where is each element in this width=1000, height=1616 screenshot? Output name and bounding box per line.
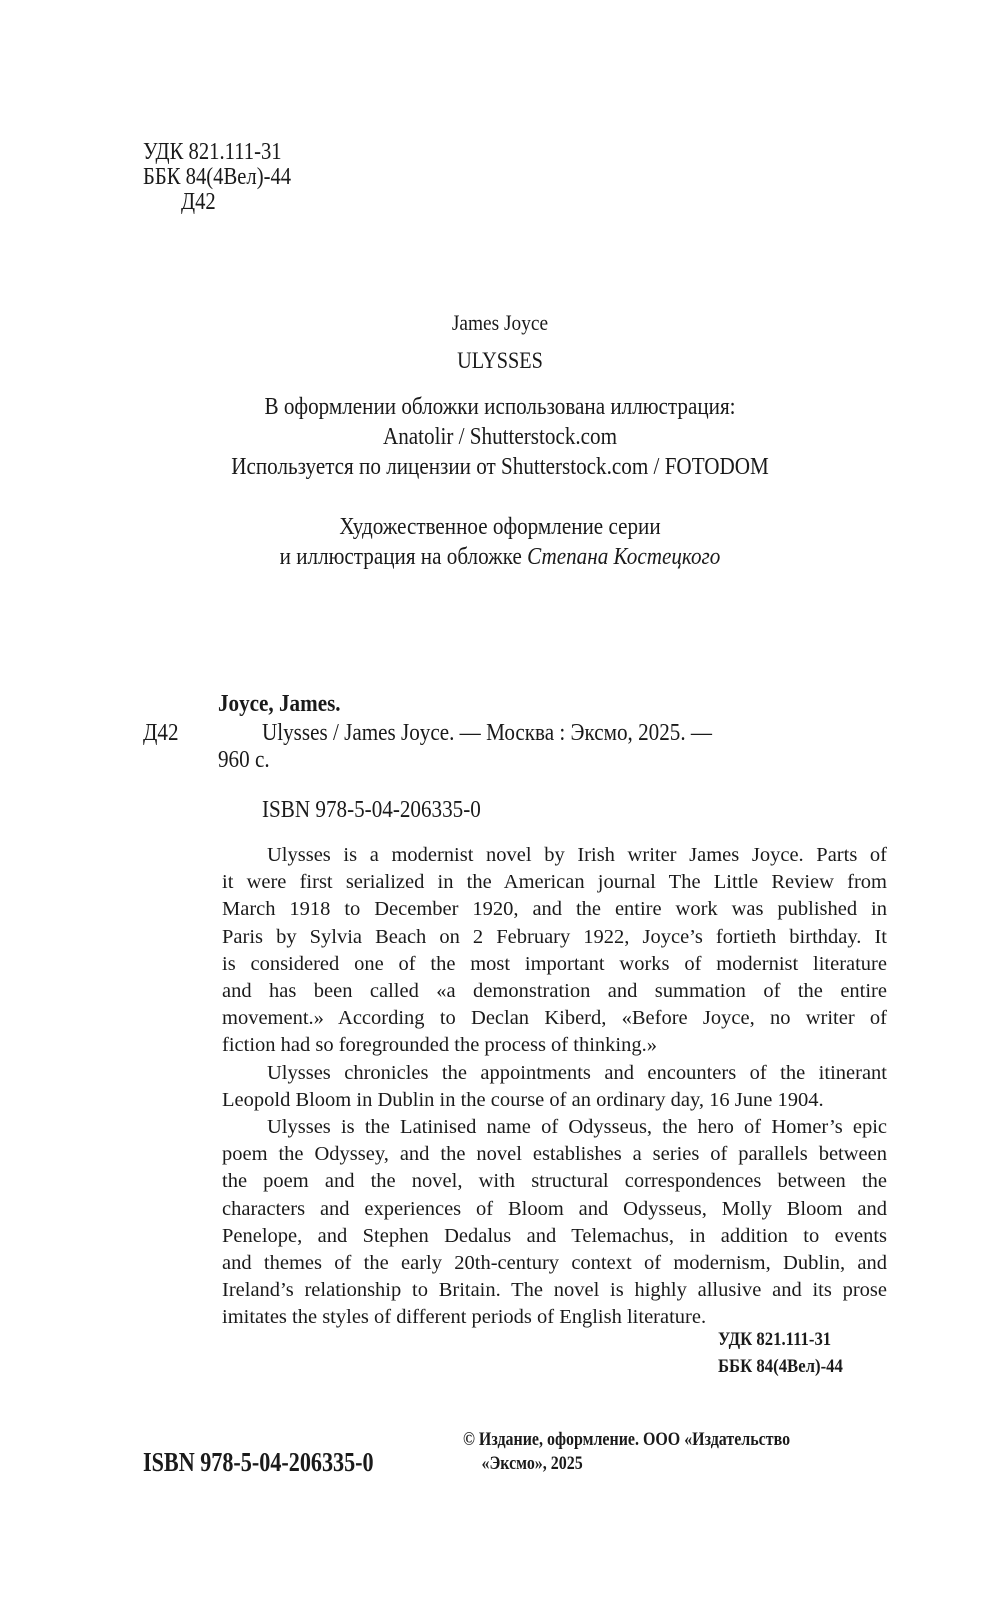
footer-isbn: ISBN 978-5-04-206335-0 xyxy=(143,1447,374,1477)
title-block xyxy=(0,308,1000,338)
annotation-line: characters and experiences of Bloom and Odysseus, Molly Bloom and xyxy=(222,1197,887,1220)
copyright-line-1: © Издание, оформление. ООО «Издательство xyxy=(463,1429,791,1450)
footer-udk-code: УДК 821.111-31 xyxy=(718,1329,832,1350)
annotation-line: Ulysses is the Latinised name of Odysseus, the hero of Homer’s epic xyxy=(267,1116,887,1139)
annotation-line: Ulysses is a modernist novel by Irish writer James Joyce. Parts of xyxy=(267,844,887,866)
design-credit-line-2 xyxy=(60,542,940,572)
bbk-code: ББК 84(4Вел)-44 xyxy=(143,164,292,190)
annotation-line: and has been called «a demonstration and summation of the entire xyxy=(222,980,887,1003)
original-title: ULYSSES xyxy=(457,348,543,373)
original-author: James Joyce xyxy=(451,310,549,335)
catalog-heading: Joyce, James. xyxy=(218,691,341,717)
copyright-line-2: «Эксмо», 2025 xyxy=(481,1453,583,1474)
udk-code: УДК 821.111-31 xyxy=(143,139,282,165)
catalog-description-line-1: Ulysses / James Joyce. — Москва : Эксмо, 2025. — xyxy=(262,720,713,746)
annotation-line: the poem and the novel, with structural correspondences between the xyxy=(222,1170,887,1193)
footer-bbk-code: ББК 84(4Вел)-44 xyxy=(718,1356,843,1377)
annotation-line: March 1918 to December 1920, and the entire work was published in xyxy=(222,898,887,921)
annotation-line: Ulysses chronicles the appointments and encounters of the itinerant xyxy=(267,1061,887,1084)
annotation-line: Penelope, and Stephen Dedalus and Telemachus, in addition to events xyxy=(222,1224,887,1247)
catalog-isbn: ISBN 978-5-04-206335-0 xyxy=(262,797,481,823)
annotation xyxy=(222,842,887,1332)
author-mark: Д42 xyxy=(181,189,216,215)
annotation-line: is considered one of the most important works of modernist literature xyxy=(222,952,887,975)
annotation-line: Paris by Sylvia Beach on 2 February 1922, Joyce’s fortieth birthday. It xyxy=(222,925,887,948)
design-credits xyxy=(0,512,1000,572)
annotation-line: Ireland’s relationship to Britain. The novel is highly allusive and its prose xyxy=(222,1279,887,1302)
annotation-line: poem the Odyssey, and the novel establishes a series of parallels between xyxy=(222,1143,887,1166)
annotation-line: fiction had so foregrounded the process of thinking.» xyxy=(222,1034,657,1057)
annotation-line: imitates the styles of different periods of English literature. xyxy=(222,1306,707,1329)
illustrator-name: Степана Костецкого xyxy=(527,544,721,570)
title-block-title xyxy=(0,346,1000,376)
annotation-line: Leopold Bloom in Dublin in the course of an ordinary day, 16 June 1904. xyxy=(222,1088,824,1111)
cover-credits xyxy=(0,392,1000,482)
cover-credit-line-1: В оформлении обложки использована иллюстрация: xyxy=(264,394,736,420)
catalog-author-mark: Д42 xyxy=(143,720,179,746)
copyright-notice xyxy=(463,1428,790,1476)
annotation-line: and themes of the early 20th-century context of modernism, Dublin, and xyxy=(222,1252,887,1275)
annotation-line: movement.» According to Declan Kiberd, «Before Joyce, no writer of xyxy=(222,1007,887,1030)
catalog-description-line-2: 960 с. xyxy=(218,747,270,773)
cover-credit-line-2: Anatolir / Shutterstock.com xyxy=(382,424,618,450)
annotation-line: it were first serialized in the American journal The Little Review from xyxy=(222,871,887,894)
design-credit-line-1: Художественное оформление серии xyxy=(339,514,661,540)
cover-credit-line-3: Используется по лицензии от Shutterstock.com / FOTODOM xyxy=(231,454,769,480)
design-credit-prefix: и иллюстрация на обложке xyxy=(279,544,528,570)
